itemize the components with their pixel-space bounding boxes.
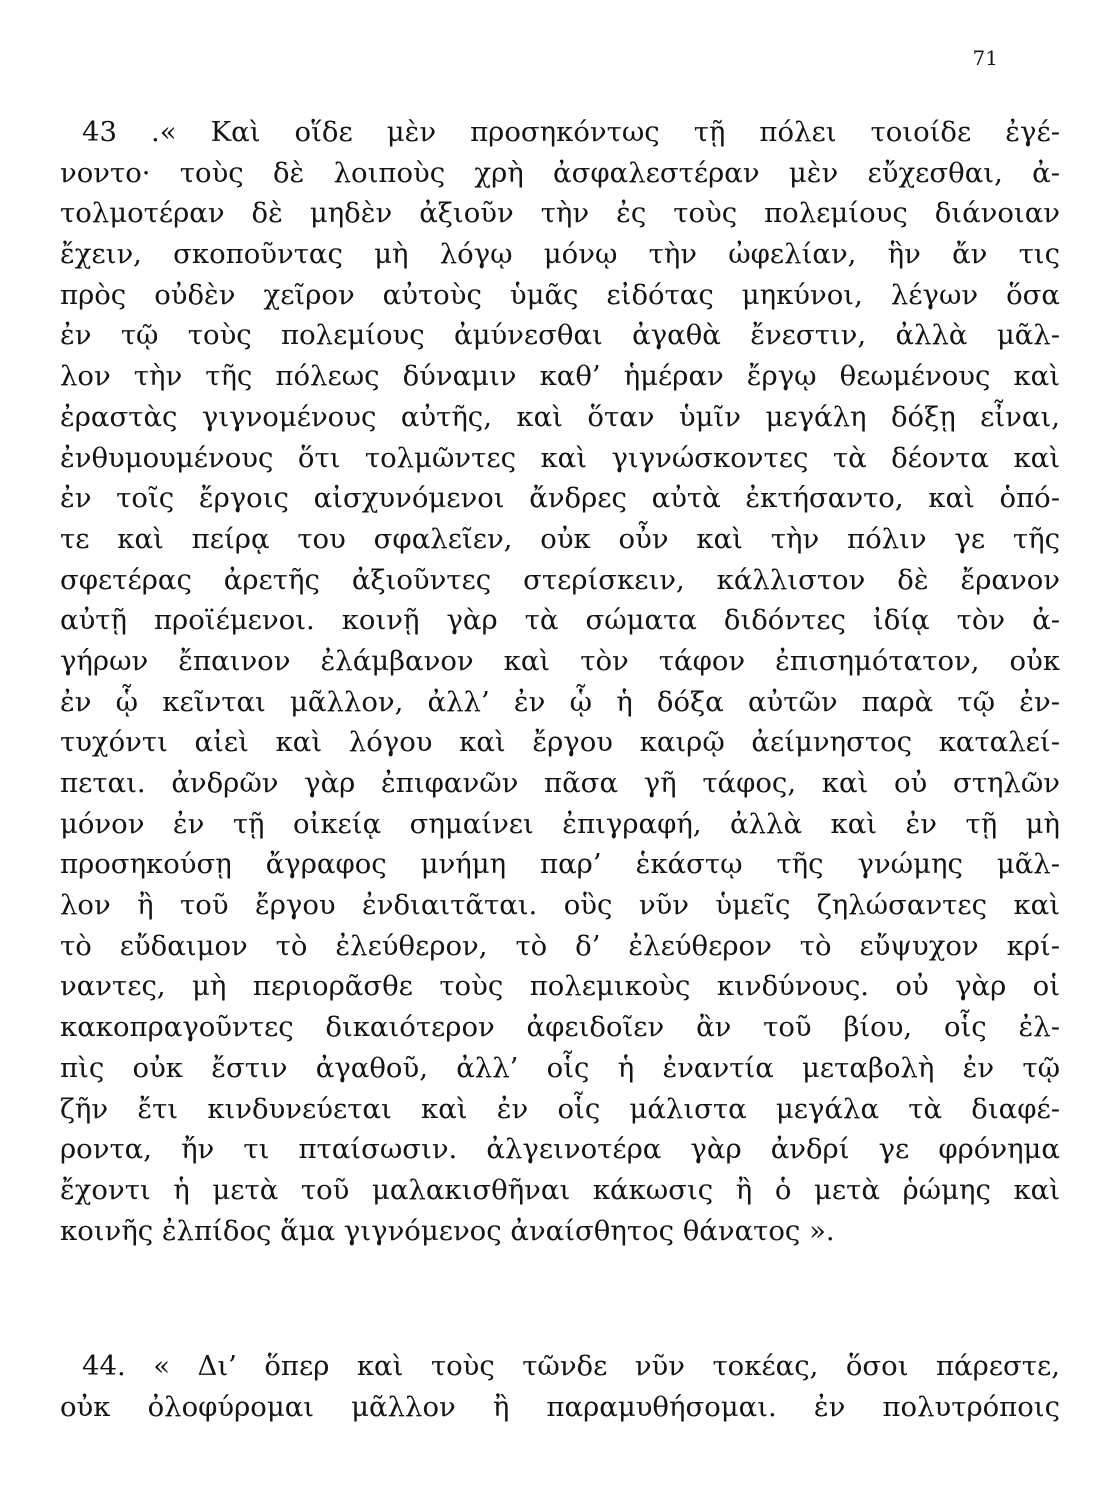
text-line: ἐν τῷ τοὺς πολεμίους ἀμύνεσθαι ἀγαθὰ ἔνεστιν, ἀλλὰ μᾶλ- bbox=[60, 319, 1060, 352]
text-line: γήρων ἔπαινον ἐλάμβανον καὶ τὸν τάφον ἐπισημότατον, οὐκ bbox=[60, 644, 1060, 677]
text-line: τυχόντι αἰεὶ καὶ λόγου καὶ ἔργου καιρῷ ἀείμνηστος καταλεί- bbox=[60, 726, 1060, 759]
text-line: πρὸς οὐδὲν χεῖρον αὐτοὺς ὑμᾶς εἰδότας μηκύνοι, λέγων ὅσα bbox=[60, 278, 1060, 311]
text-line: λον τὴν τῆς πόλεως δύναμιν καθ’ ἡμέραν ἔργῳ θεωμένους καὶ bbox=[60, 360, 1060, 393]
text-line: ἐν τοῖς ἔργοις αἰσχυνόμενοι ἄνδρες αὐτὰ ἐκτήσαντο, καὶ ὁπό- bbox=[60, 482, 1060, 515]
text-line: πεται. ἀνδρῶν γὰρ ἐπιφανῶν πᾶσα γῆ τάφος, καὶ οὐ στηλῶν bbox=[60, 767, 1060, 799]
text-line: ἔχοντι ἡ μετὰ τοῦ μαλακισθῆναι κάκωσις ἢ ὁ μετὰ ῥώμης καὶ bbox=[60, 1173, 1060, 1206]
text-line: ἔχειν, σκοποῦντας μὴ λόγῳ μόνῳ τὴν ὠφελίαν, ἣν ἄν τις bbox=[60, 238, 1060, 271]
page-number: 71 bbox=[972, 46, 998, 70]
text-line: 43 .« Καὶ οἵδε μὲν προσηκόντως τῇ πόλει τοιοίδε ἐγέ- bbox=[82, 116, 1060, 148]
text-line: τε καὶ πείρᾳ του σφαλεῖεν, οὐκ οὖν καὶ τὴν πόλιν γε τῆς bbox=[60, 522, 1060, 555]
text-line: τολμοτέραν δὲ μηδὲν ἀξιοῦν τὴν ἐς τοὺς πολεμίους διάνοιαν bbox=[60, 197, 1060, 230]
text-line: ἐραστὰς γιγνομένους αὐτῆς, καὶ ὅταν ὑμῖν μεγάλη δόξῃ εἶναι, bbox=[60, 400, 1060, 433]
text-line: πὶς οὐκ ἔστιν ἀγαθοῦ, ἀλλ’ οἷς ἡ ἐναντία μεταβολὴ ἐν τῷ bbox=[60, 1051, 1060, 1084]
text-line: λον ἢ τοῦ ἔργου ἐνδιαιτᾶται. οὓς νῦν ὑμεῖς ζηλώσαντες καὶ bbox=[60, 889, 1060, 922]
text-line: οὐκ ὀλοφύρομαι μᾶλλον ἢ παραμυθήσομαι. ἐν πολυτρόποις bbox=[60, 1390, 1060, 1423]
text-line: κοινῆς ἐλπίδος ἅμα γιγνόμενος ἀναίσθητος θάνατος ». bbox=[60, 1214, 835, 1247]
text-line: τὸ εὔδαιμον τὸ ἐλεύθερον, τὸ δ’ ἐλεύθερον τὸ εὔψυχον κρί- bbox=[60, 929, 1060, 962]
text-line: ἐνθυμουμένους ὅτι τολμῶντες καὶ γιγνώσκοντες τὰ δέοντα καὶ bbox=[60, 441, 1060, 474]
paragraph-43 bbox=[60, 112, 1060, 1251]
text-line: 44. « Δι’ ὅπερ καὶ τοὺς τῶνδε νῦν τοκέας, ὅσοι πάρεστε, bbox=[82, 1350, 1060, 1382]
text-line: ναντες, μὴ περιορᾶσθε τοὺς πολεμικοὺς κινδύνους. οὐ γὰρ οἱ bbox=[60, 970, 1060, 1003]
text-line: ροντα, ἤν τι πταίσωσιν. ἀλγεινοτέρα γὰρ ἀνδρί γε φρόνημα bbox=[60, 1133, 1060, 1166]
text-line: νοντο· τοὺς δὲ λοιποὺς χρὴ ἀσφαλεστέραν μὲν εὔχεσθαι, ἀ- bbox=[60, 156, 1060, 189]
text-line: κακοπραγοῦντες δικαιότερον ἀφειδοῖεν ἂν τοῦ βίου, οἷς ἐλ- bbox=[60, 1011, 1060, 1044]
text-line: ζῆν ἔτι κινδυνεύεται καὶ ἐν οἷς μάλιστα μεγάλα τὰ διαφέ- bbox=[60, 1092, 1060, 1125]
paragraph-44 bbox=[60, 1346, 1060, 1427]
text-line: μόνον ἐν τῇ οἰκείᾳ σημαίνει ἐπιγραφή, ἀλλὰ καὶ ἐν τῇ μὴ bbox=[60, 807, 1060, 840]
text-line: σφετέρας ἀρετῆς ἀξιοῦντες στερίσκειν, κάλλιστον δὲ ἔρανον bbox=[60, 563, 1060, 596]
text-line: αὐτῇ προϊέμενοι. κοινῇ γὰρ τὰ σώματα διδόντες ἰδίᾳ τὸν ἀ- bbox=[60, 604, 1060, 637]
text-line: ἐν ᾧ κεῖνται μᾶλλον, ἀλλ’ ἐν ᾧ ἡ δόξα αὐτῶν παρὰ τῷ ἐν- bbox=[60, 685, 1060, 718]
text-line: προσηκούσῃ ἄγραφος μνήμη παρ’ ἑκάστῳ τῆς γνώμης μᾶλ- bbox=[60, 848, 1060, 881]
